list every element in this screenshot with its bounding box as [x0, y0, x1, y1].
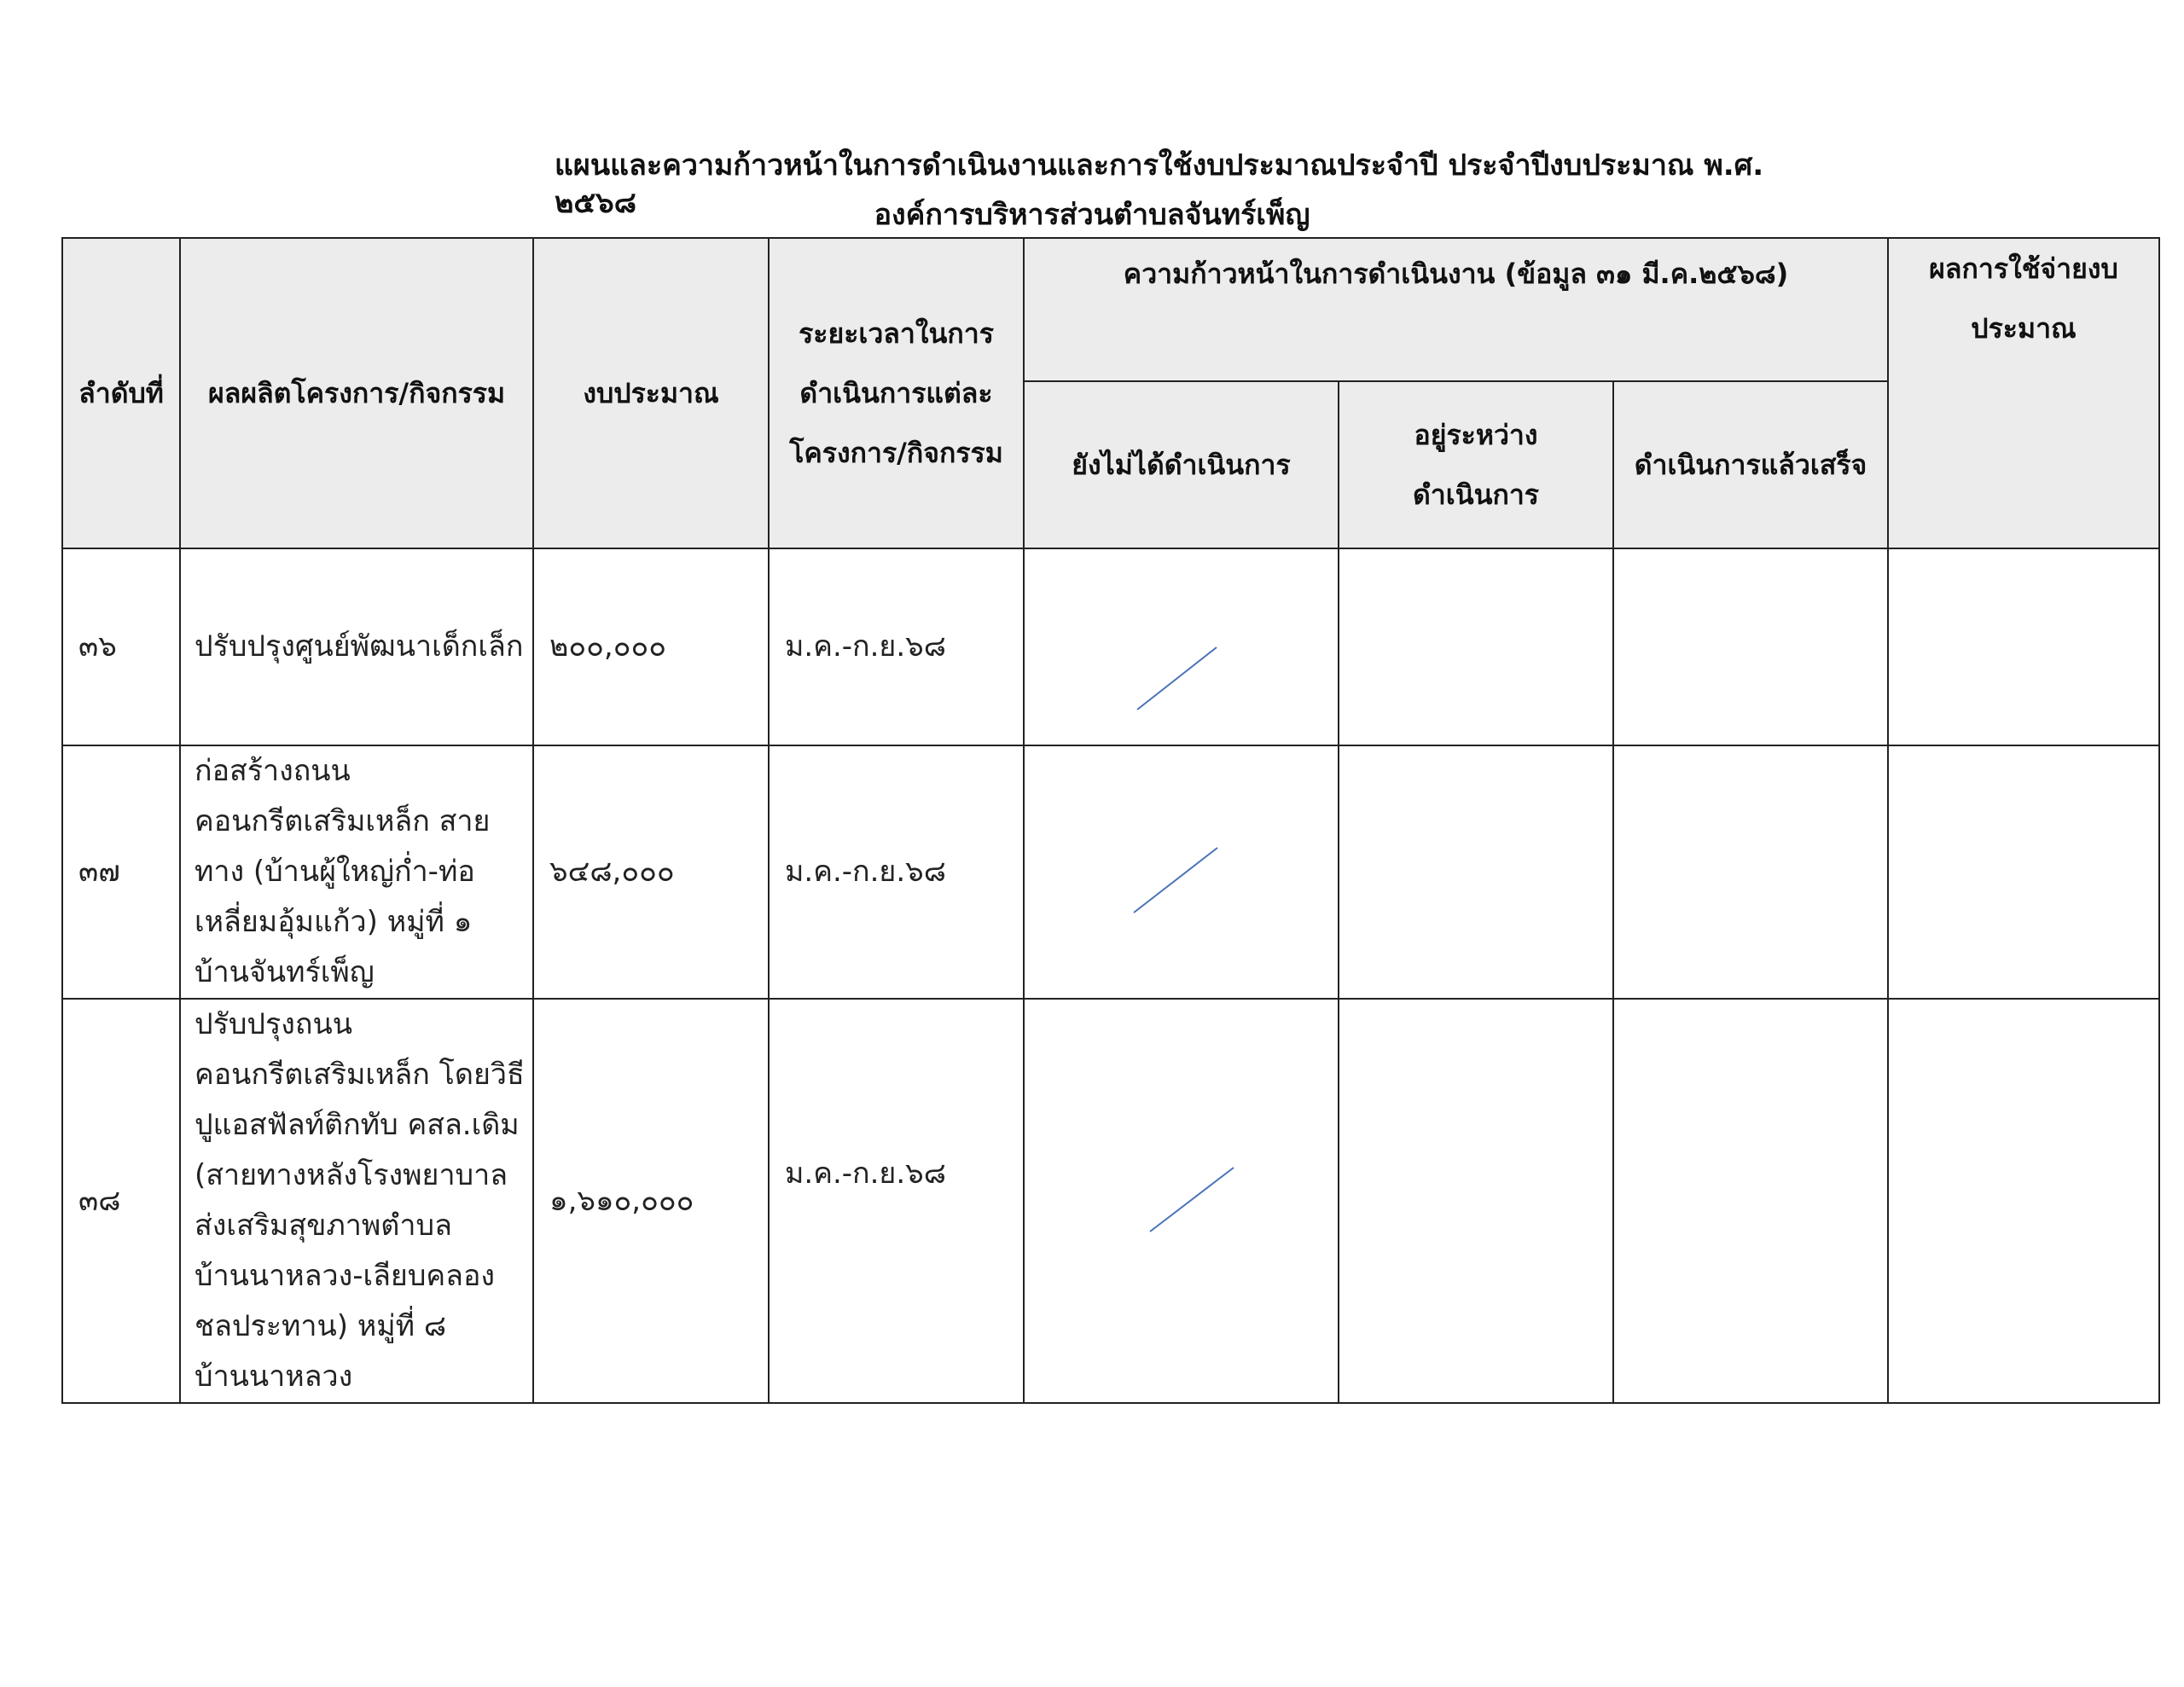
row-in-progress-cell	[1339, 999, 1613, 1403]
header-completed-label: ดำเนินการแล้วเสร็จ	[1634, 449, 1867, 481]
row-in-progress-cell	[1339, 745, 1613, 999]
progress-table	[61, 237, 2160, 1404]
row-spending-cell	[1888, 999, 2159, 1403]
row-completed-cell	[1613, 548, 1888, 745]
header-row-1	[62, 238, 2159, 381]
row-budget: ๑,๖๑๐,๐๐๐	[533, 999, 769, 1403]
header-progress	[1024, 238, 1888, 381]
header-spending-label: ผลการใช้จ่ายงบประมาณ	[1929, 252, 2118, 345]
row-project: ปรับปรุงศูนย์พัฒนาเด็กเล็ก	[180, 548, 533, 745]
document-title: แผนและความก้าวหน้าในการดำเนินงานและการใช้งบประมาณประจำปี ประจำปีงบประมาณ พ.ศ. ๒๕๖๘	[555, 148, 1764, 220]
check-mark-icon	[1132, 845, 1221, 915]
header-no-label: ลำดับที่	[78, 377, 164, 409]
table-row	[62, 548, 2159, 745]
header-completed	[1613, 381, 1888, 548]
row-spending-cell	[1888, 745, 2159, 999]
header-in-progress	[1339, 381, 1613, 548]
row-no: ๓๘	[62, 999, 180, 1403]
row-period: ม.ค.-ก.ย.๖๘	[769, 745, 1024, 999]
header-progress-label: ความก้าวหน้าในการดำเนินงาน (ข้อมูล ๓๑ มี.ค.๒๕๖๘)	[1123, 258, 1789, 290]
row-no: ๓๗	[62, 745, 180, 999]
header-budget-label: งบประมาณ	[583, 377, 719, 409]
row-period: ม.ค.-ก.ย.๖๘	[769, 548, 1024, 745]
row-budget: ๒๐๐,๐๐๐	[533, 548, 769, 745]
header-budget	[533, 238, 769, 548]
header-not-started	[1024, 381, 1339, 548]
row-completed-cell	[1613, 999, 1888, 1403]
header-spending	[1888, 238, 2159, 548]
header-period	[769, 238, 1024, 548]
row-budget: ๖๔๘,๐๐๐	[533, 745, 769, 999]
check-mark-icon	[1148, 1165, 1237, 1235]
header-in-progress-label: อยู่ระหว่างดำเนินการ	[1413, 419, 1539, 511]
row-in-progress-cell	[1339, 548, 1613, 745]
header-project-label: ผลผลิตโครงการ/กิจกรรม	[207, 377, 506, 409]
table-row	[62, 999, 2159, 1403]
check-mark-icon	[1136, 645, 1221, 713]
row-spending-cell	[1888, 548, 2159, 745]
row-project: ปรับปรุงถนนคอนกรีตเสริมเหล็ก โดยวิธีปูแอสฟัลท์ติกทับ คสล.เดิม (สายทางหลังโรงพยาบาลส่งเสริมสุขภาพตำบลบ้านนาหลวง-เลียบคลองชลประทาน) หมู่ที่ ๘ บ้านนาหลวง	[180, 999, 533, 1403]
row-period: ม.ค.-ก.ย.๖๘	[769, 999, 1024, 1403]
table-row	[62, 745, 2159, 999]
document-subtitle: องค์การบริหารส่วนตำบลจันทร์เพ็ญ	[874, 198, 1310, 232]
row-completed-cell	[1613, 745, 1888, 999]
header-no	[62, 238, 180, 548]
row-not-started-cell	[1024, 745, 1339, 999]
row-not-started-cell	[1024, 548, 1339, 745]
header-not-started-label: ยังไม่ได้ดำเนินการ	[1072, 449, 1291, 481]
header-project	[180, 238, 533, 548]
row-not-started-cell	[1024, 999, 1339, 1403]
row-project: ก่อสร้างถนนคอนกรีตเสริมเหล็ก สายทาง (บ้านผู้ใหญ่ก่ำ-ท่อเหลี่ยมอุ้มแก้ว) หมู่ที่ ๑ บ้านจันทร์เพ็ญ	[180, 745, 533, 999]
row-no: ๓๖	[62, 548, 180, 745]
header-period-label: ระยะเวลาในการดำเนินการแต่ละโครงการ/กิจกรรม	[789, 317, 1003, 469]
